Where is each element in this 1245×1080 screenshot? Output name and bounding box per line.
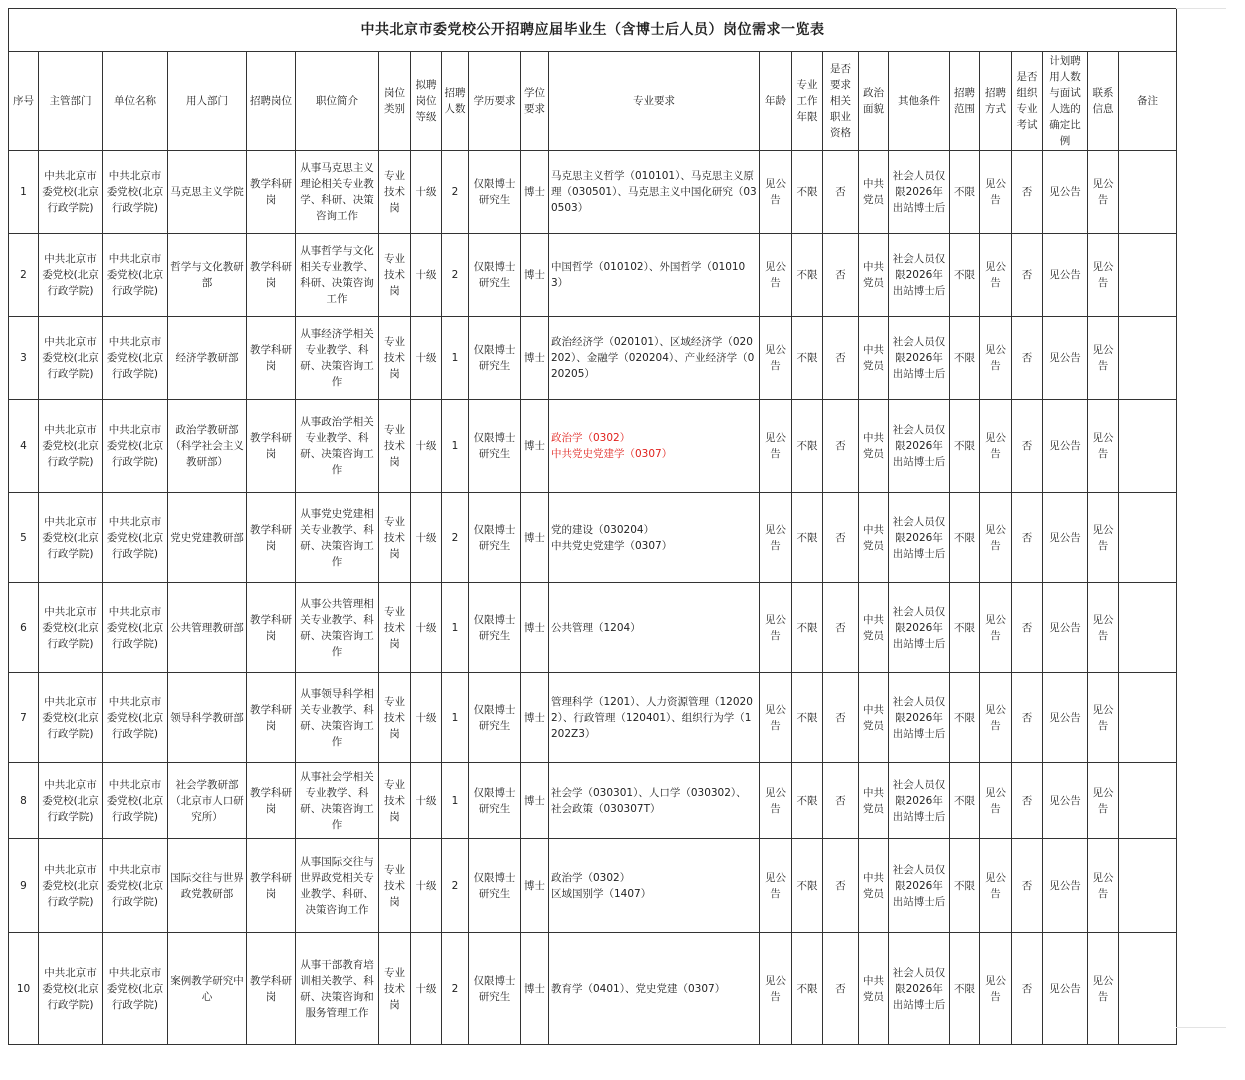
cell-politics: 中共党员 — [859, 400, 889, 493]
cell-major — [549, 151, 760, 234]
major-line: 中共党史党建学（0307） — [551, 448, 673, 460]
column-header: 计划聘用人数与面试人选的确定比例 — [1043, 52, 1088, 151]
cell-user: 国际交往与世界政党教研部 — [168, 839, 247, 933]
cell-remark — [1119, 493, 1177, 583]
cell-contact: 见公告 — [1088, 839, 1119, 933]
table-row — [9, 493, 1177, 583]
cell-cert: 否 — [823, 234, 859, 317]
cell-level: 十级 — [411, 234, 442, 317]
cell-no: 8 — [9, 763, 39, 839]
cell-num: 1 — [442, 400, 469, 493]
cell-unit: 中共北京市委党校(北京行政学院) — [103, 673, 168, 763]
cell-method: 见公告 — [980, 234, 1012, 317]
major-line: 政治学（0302） — [551, 432, 631, 444]
cell-num: 1 — [442, 673, 469, 763]
cell-ratio: 见公告 — [1043, 493, 1088, 583]
cell-level: 十级 — [411, 493, 442, 583]
cell-remark — [1119, 317, 1177, 400]
cell-user: 马克思主义学院 — [168, 151, 247, 234]
cell-exam: 否 — [1012, 763, 1043, 839]
cell-years: 不限 — [792, 839, 823, 933]
table-row — [9, 583, 1177, 673]
cell-num: 2 — [442, 234, 469, 317]
cell-num: 1 — [442, 583, 469, 673]
cell-desc: 从事马克思主义理论相关专业教学、科研、决策咨询工作 — [296, 151, 379, 234]
cell-no: 3 — [9, 317, 39, 400]
sheet-gridline — [1176, 1027, 1226, 1028]
cell-major — [549, 234, 760, 317]
column-header: 主管部门 — [39, 52, 103, 151]
cell-method: 见公告 — [980, 493, 1012, 583]
column-header: 其他条件 — [889, 52, 950, 151]
cell-method: 见公告 — [980, 583, 1012, 673]
cell-ratio: 见公告 — [1043, 933, 1088, 1045]
table-row — [9, 234, 1177, 317]
cell-method: 见公告 — [980, 400, 1012, 493]
cell-politics: 中共党员 — [859, 933, 889, 1045]
cell-cert: 否 — [823, 673, 859, 763]
cell-degree: 博士 — [521, 673, 549, 763]
cell-cert: 否 — [823, 933, 859, 1045]
table-row — [9, 933, 1177, 1045]
cell-edu: 仅限博士研究生 — [469, 234, 521, 317]
cell-other: 社会人员仅限2026年出站博士后 — [889, 763, 950, 839]
cell-unit: 中共北京市委党校(北京行政学院) — [103, 493, 168, 583]
cell-desc: 从事公共管理相关专业教学、科研、决策咨询工作 — [296, 583, 379, 673]
cell-user: 领导科学教研部 — [168, 673, 247, 763]
cell-age: 见公告 — [760, 763, 792, 839]
cell-post: 教学科研岗 — [247, 673, 296, 763]
cell-age: 见公告 — [760, 839, 792, 933]
cell-desc: 从事哲学与文化相关专业教学、科研、决策咨询工作 — [296, 234, 379, 317]
cell-dept: 中共北京市委党校(北京行政学院) — [39, 839, 103, 933]
cell-politics: 中共党员 — [859, 839, 889, 933]
cell-range: 不限 — [950, 763, 980, 839]
cell-user: 公共管理教研部 — [168, 583, 247, 673]
cell-unit: 中共北京市委党校(北京行政学院) — [103, 234, 168, 317]
cell-unit: 中共北京市委党校(北京行政学院) — [103, 763, 168, 839]
cell-age: 见公告 — [760, 234, 792, 317]
header-row — [9, 52, 1177, 151]
cell-politics: 中共党员 — [859, 317, 889, 400]
column-header: 招聘岗位 — [247, 52, 296, 151]
cell-cert: 否 — [823, 400, 859, 493]
cell-degree: 博士 — [521, 583, 549, 673]
cell-desc: 从事国际交往与世界政党相关专业教学、科研、决策咨询工作 — [296, 839, 379, 933]
cell-edu: 仅限博士研究生 — [469, 317, 521, 400]
cell-desc: 从事社会学相关专业教学、科研、决策咨询工作 — [296, 763, 379, 839]
cell-major — [549, 933, 760, 1045]
cell-degree: 博士 — [521, 493, 549, 583]
cell-unit: 中共北京市委党校(北京行政学院) — [103, 151, 168, 234]
cell-post: 教学科研岗 — [247, 839, 296, 933]
cell-method: 见公告 — [980, 317, 1012, 400]
table-row — [9, 317, 1177, 400]
cell-politics: 中共党员 — [859, 673, 889, 763]
cell-years: 不限 — [792, 317, 823, 400]
column-header: 用人部门 — [168, 52, 247, 151]
table-body — [9, 151, 1177, 1045]
cell-exam: 否 — [1012, 493, 1043, 583]
cell-cat: 专业技术岗 — [379, 673, 411, 763]
cell-edu: 仅限博士研究生 — [469, 151, 521, 234]
cell-dept: 中共北京市委党校(北京行政学院) — [39, 673, 103, 763]
cell-desc: 从事政治学相关专业教学、科研、决策咨询工作 — [296, 400, 379, 493]
cell-remark — [1119, 839, 1177, 933]
cell-post: 教学科研岗 — [247, 763, 296, 839]
cell-ratio: 见公告 — [1043, 317, 1088, 400]
cell-exam: 否 — [1012, 234, 1043, 317]
cell-remark — [1119, 583, 1177, 673]
cell-desc: 从事领导科学相关专业教学、科研、决策咨询工作 — [296, 673, 379, 763]
column-header: 拟聘岗位等级 — [411, 52, 442, 151]
cell-remark — [1119, 400, 1177, 493]
cell-remark — [1119, 933, 1177, 1045]
cell-no: 5 — [9, 493, 39, 583]
cell-unit: 中共北京市委党校(北京行政学院) — [103, 933, 168, 1045]
cell-method: 见公告 — [980, 673, 1012, 763]
cell-cert: 否 — [823, 763, 859, 839]
cell-politics: 中共党员 — [859, 493, 889, 583]
cell-cat: 专业技术岗 — [379, 583, 411, 673]
cell-edu: 仅限博士研究生 — [469, 493, 521, 583]
cell-exam: 否 — [1012, 151, 1043, 234]
cell-major — [549, 673, 760, 763]
job-table — [8, 8, 1177, 1045]
cell-years: 不限 — [792, 763, 823, 839]
cell-cat: 专业技术岗 — [379, 933, 411, 1045]
cell-remark — [1119, 673, 1177, 763]
cell-desc: 从事党史党建相关专业教学、科研、决策咨询工作 — [296, 493, 379, 583]
column-header: 序号 — [9, 52, 39, 151]
table-row — [9, 763, 1177, 839]
cell-exam: 否 — [1012, 583, 1043, 673]
cell-post: 教学科研岗 — [247, 234, 296, 317]
cell-years: 不限 — [792, 673, 823, 763]
cell-dept: 中共北京市委党校(北京行政学院) — [39, 234, 103, 317]
cell-other: 社会人员仅限2026年出站博士后 — [889, 673, 950, 763]
cell-range: 不限 — [950, 151, 980, 234]
cell-cat: 专业技术岗 — [379, 317, 411, 400]
cell-cert: 否 — [823, 317, 859, 400]
cell-age: 见公告 — [760, 673, 792, 763]
table-row — [9, 839, 1177, 933]
cell-range: 不限 — [950, 317, 980, 400]
cell-age: 见公告 — [760, 151, 792, 234]
cell-post: 教学科研岗 — [247, 317, 296, 400]
cell-level: 十级 — [411, 673, 442, 763]
cell-num: 2 — [442, 933, 469, 1045]
cell-dept: 中共北京市委党校(北京行政学院) — [39, 400, 103, 493]
cell-exam: 否 — [1012, 839, 1043, 933]
cell-cat: 专业技术岗 — [379, 493, 411, 583]
cell-range: 不限 — [950, 673, 980, 763]
cell-cat: 专业技术岗 — [379, 151, 411, 234]
cell-contact: 见公告 — [1088, 151, 1119, 234]
major-line: 政治学（0302） — [551, 871, 631, 884]
cell-user: 党史党建教研部 — [168, 493, 247, 583]
cell-years: 不限 — [792, 583, 823, 673]
cell-politics: 中共党员 — [859, 763, 889, 839]
cell-age: 见公告 — [760, 583, 792, 673]
cell-politics: 中共党员 — [859, 583, 889, 673]
cell-ratio: 见公告 — [1043, 400, 1088, 493]
cell-dept: 中共北京市委党校(北京行政学院) — [39, 493, 103, 583]
cell-contact: 见公告 — [1088, 317, 1119, 400]
major-line: 社会学（030301）、人口学（030302）、社会政策（030307T） — [551, 786, 747, 815]
cell-level: 十级 — [411, 151, 442, 234]
cell-method: 见公告 — [980, 151, 1012, 234]
cell-dept: 中共北京市委党校(北京行政学院) — [39, 933, 103, 1045]
cell-other: 社会人员仅限2026年出站博士后 — [889, 839, 950, 933]
cell-user: 政治学教研部（科学社会主义教研部） — [168, 400, 247, 493]
cell-user: 案例教学研究中心 — [168, 933, 247, 1045]
cell-range: 不限 — [950, 493, 980, 583]
recruitment-sheet — [8, 8, 1176, 1045]
cell-degree: 博士 — [521, 151, 549, 234]
cell-contact: 见公告 — [1088, 400, 1119, 493]
cell-no: 2 — [9, 234, 39, 317]
page-title: 中共北京市委党校公开招聘应届毕业生（含博士后人员）岗位需求一览表 — [9, 9, 1177, 52]
major-line: 马克思主义哲学（010101）、马克思主义原理（030501）、马克思主义中国化研究（030503） — [551, 170, 757, 214]
cell-desc: 从事经济学相关专业教学、科研、决策咨询工作 — [296, 317, 379, 400]
cell-degree: 博士 — [521, 933, 549, 1045]
cell-cert: 否 — [823, 839, 859, 933]
cell-level: 十级 — [411, 400, 442, 493]
column-header: 岗位类别 — [379, 52, 411, 151]
cell-other: 社会人员仅限2026年出站博士后 — [889, 317, 950, 400]
cell-contact: 见公告 — [1088, 673, 1119, 763]
cell-years: 不限 — [792, 234, 823, 317]
cell-major — [549, 493, 760, 583]
major-line: 教育学（0401）、党史党建（0307） — [551, 982, 726, 995]
table-row — [9, 151, 1177, 234]
cell-edu: 仅限博士研究生 — [469, 583, 521, 673]
cell-politics: 中共党员 — [859, 151, 889, 234]
cell-range: 不限 — [950, 933, 980, 1045]
major-line: 公共管理（1204） — [551, 621, 641, 634]
cell-degree: 博士 — [521, 763, 549, 839]
cell-major — [549, 763, 760, 839]
cell-no: 4 — [9, 400, 39, 493]
cell-level: 十级 — [411, 317, 442, 400]
cell-contact: 见公告 — [1088, 763, 1119, 839]
cell-major — [549, 583, 760, 673]
cell-dept: 中共北京市委党校(北京行政学院) — [39, 763, 103, 839]
cell-major — [549, 317, 760, 400]
cell-contact: 见公告 — [1088, 493, 1119, 583]
cell-ratio: 见公告 — [1043, 673, 1088, 763]
cell-dept: 中共北京市委党校(北京行政学院) — [39, 151, 103, 234]
cell-degree: 博士 — [521, 317, 549, 400]
major-line: 管理科学（1201）、人力资源管理（120202）、行政管理（120401）、组织行为学（1202Z3） — [551, 695, 753, 740]
cell-user: 经济学教研部 — [168, 317, 247, 400]
cell-major — [549, 400, 760, 493]
column-header: 年龄 — [760, 52, 792, 151]
column-header: 专业要求 — [549, 52, 760, 151]
cell-num: 1 — [442, 763, 469, 839]
cell-post: 教学科研岗 — [247, 151, 296, 234]
cell-edu: 仅限博士研究生 — [469, 400, 521, 493]
column-header: 招聘方式 — [980, 52, 1012, 151]
cell-range: 不限 — [950, 839, 980, 933]
column-header: 备注 — [1119, 52, 1177, 151]
column-header: 政治面貌 — [859, 52, 889, 151]
cell-method: 见公告 — [980, 933, 1012, 1045]
cell-ratio: 见公告 — [1043, 234, 1088, 317]
cell-cert: 否 — [823, 493, 859, 583]
cell-edu: 仅限博士研究生 — [469, 673, 521, 763]
cell-no: 9 — [9, 839, 39, 933]
cell-level: 十级 — [411, 763, 442, 839]
cell-contact: 见公告 — [1088, 234, 1119, 317]
cell-exam: 否 — [1012, 933, 1043, 1045]
cell-years: 不限 — [792, 400, 823, 493]
cell-dept: 中共北京市委党校(北京行政学院) — [39, 583, 103, 673]
cell-no: 10 — [9, 933, 39, 1045]
cell-desc: 从事干部教育培训相关教学、科研、决策咨询和服务管理工作 — [296, 933, 379, 1045]
cell-contact: 见公告 — [1088, 933, 1119, 1045]
cell-dept: 中共北京市委党校(北京行政学院) — [39, 317, 103, 400]
cell-user: 社会学教研部（北京市人口研究所） — [168, 763, 247, 839]
cell-post: 教学科研岗 — [247, 400, 296, 493]
cell-ratio: 见公告 — [1043, 839, 1088, 933]
cell-remark — [1119, 151, 1177, 234]
column-header: 招聘人数 — [442, 52, 469, 151]
column-header: 联系信息 — [1088, 52, 1119, 151]
major-line: 中共党史党建学（0307） — [551, 539, 673, 552]
table-row — [9, 673, 1177, 763]
cell-cat: 专业技术岗 — [379, 839, 411, 933]
cell-major — [549, 839, 760, 933]
cell-exam: 否 — [1012, 400, 1043, 493]
cell-degree: 博士 — [521, 839, 549, 933]
cell-ratio: 见公告 — [1043, 583, 1088, 673]
cell-level: 十级 — [411, 583, 442, 673]
cell-post: 教学科研岗 — [247, 493, 296, 583]
column-header: 单位名称 — [103, 52, 168, 151]
cell-num: 2 — [442, 151, 469, 234]
column-header: 职位简介 — [296, 52, 379, 151]
cell-method: 见公告 — [980, 763, 1012, 839]
cell-degree: 博士 — [521, 234, 549, 317]
cell-no: 6 — [9, 583, 39, 673]
cell-cert: 否 — [823, 583, 859, 673]
cell-unit: 中共北京市委党校(北京行政学院) — [103, 317, 168, 400]
cell-post: 教学科研岗 — [247, 933, 296, 1045]
column-header: 学位要求 — [521, 52, 549, 151]
table-row — [9, 400, 1177, 493]
cell-other: 社会人员仅限2026年出站博士后 — [889, 933, 950, 1045]
cell-cat: 专业技术岗 — [379, 234, 411, 317]
cell-edu: 仅限博士研究生 — [469, 933, 521, 1045]
cell-range: 不限 — [950, 400, 980, 493]
cell-range: 不限 — [950, 583, 980, 673]
cell-range: 不限 — [950, 234, 980, 317]
column-header: 是否要求相关职业资格 — [823, 52, 859, 151]
column-header: 专业工作年限 — [792, 52, 823, 151]
sheet-gridline — [1176, 8, 1226, 9]
cell-no: 1 — [9, 151, 39, 234]
major-line: 政治经济学（020101）、区域经济学（020202）、金融学（020204）、产业经济学（020205） — [551, 336, 755, 380]
cell-remark — [1119, 234, 1177, 317]
cell-level: 十级 — [411, 839, 442, 933]
cell-level: 十级 — [411, 933, 442, 1045]
cell-other: 社会人员仅限2026年出站博士后 — [889, 151, 950, 234]
cell-unit: 中共北京市委党校(北京行政学院) — [103, 400, 168, 493]
cell-cat: 专业技术岗 — [379, 400, 411, 493]
cell-other: 社会人员仅限2026年出站博士后 — [889, 234, 950, 317]
column-header: 招聘范围 — [950, 52, 980, 151]
cell-years: 不限 — [792, 493, 823, 583]
cell-politics: 中共党员 — [859, 234, 889, 317]
major-line: 区域国别学（1407） — [551, 887, 652, 900]
cell-num: 1 — [442, 317, 469, 400]
cell-remark — [1119, 763, 1177, 839]
cell-method: 见公告 — [980, 839, 1012, 933]
cell-user: 哲学与文化教研部 — [168, 234, 247, 317]
cell-age: 见公告 — [760, 933, 792, 1045]
cell-degree: 博士 — [521, 400, 549, 493]
cell-edu: 仅限博士研究生 — [469, 763, 521, 839]
cell-age: 见公告 — [760, 493, 792, 583]
cell-cert: 否 — [823, 151, 859, 234]
cell-unit: 中共北京市委党校(北京行政学院) — [103, 583, 168, 673]
cell-post: 教学科研岗 — [247, 583, 296, 673]
cell-other: 社会人员仅限2026年出站博士后 — [889, 583, 950, 673]
column-header: 学历要求 — [469, 52, 521, 151]
cell-ratio: 见公告 — [1043, 151, 1088, 234]
cell-edu: 仅限博士研究生 — [469, 839, 521, 933]
cell-exam: 否 — [1012, 317, 1043, 400]
cell-years: 不限 — [792, 151, 823, 234]
cell-contact: 见公告 — [1088, 583, 1119, 673]
cell-num: 2 — [442, 839, 469, 933]
cell-unit: 中共北京市委党校(北京行政学院) — [103, 839, 168, 933]
cell-no: 7 — [9, 673, 39, 763]
cell-other: 社会人员仅限2026年出站博士后 — [889, 493, 950, 583]
cell-age: 见公告 — [760, 400, 792, 493]
cell-other: 社会人员仅限2026年出站博士后 — [889, 400, 950, 493]
cell-years: 不限 — [792, 933, 823, 1045]
major-line: 党的建设（030204） — [551, 523, 655, 536]
column-header: 是否组织专业考试 — [1012, 52, 1043, 151]
cell-cat: 专业技术岗 — [379, 763, 411, 839]
cell-exam: 否 — [1012, 673, 1043, 763]
cell-ratio: 见公告 — [1043, 763, 1088, 839]
cell-num: 2 — [442, 493, 469, 583]
cell-age: 见公告 — [760, 317, 792, 400]
major-line: 中国哲学（010102）、外国哲学（010103） — [551, 261, 746, 289]
